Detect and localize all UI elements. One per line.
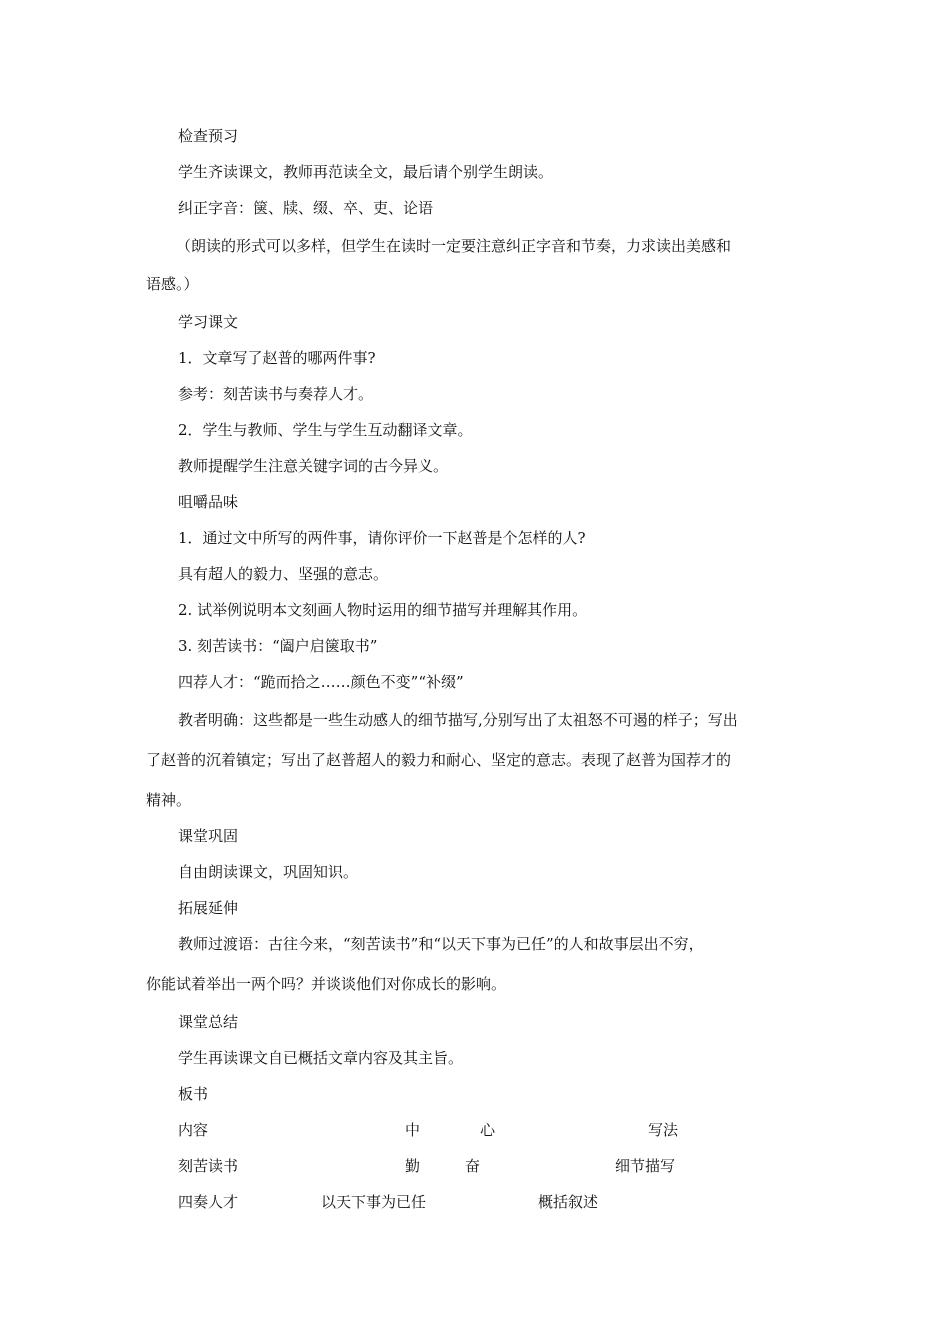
paragraph: 学生齐读课文，教师再范读全文，最后请个别学生朗读。 xyxy=(178,163,554,181)
paragraph-continuation: 语感。） xyxy=(146,275,199,293)
paragraph-continuation: 精神。 xyxy=(146,791,192,809)
heading-blackboard: 板书 xyxy=(178,1085,209,1103)
paragraph: 1．文章写了赵普的哪两件事? xyxy=(178,349,376,367)
heading-consolidate: 课堂巩固 xyxy=(178,827,239,845)
heading-check-preview: 检查预习 xyxy=(178,127,239,145)
heading-extension: 拓展延伸 xyxy=(178,899,239,917)
paragraph: 参考：刻苦读书与奏荐人才。 xyxy=(178,385,374,403)
board-cell: 中 xyxy=(405,1121,421,1139)
board-cell: 写法 xyxy=(648,1121,679,1139)
paragraph: 教师过渡语：古往今来，“刻苦读书”和“以天下事为已任”的人和故事层出不穷， xyxy=(178,935,704,953)
heading-study-text: 学习课文 xyxy=(178,313,239,331)
paragraph: 四荐人才：“跪而拾之……颜色不变”“补缀” xyxy=(178,673,464,691)
heading-summary: 课堂总结 xyxy=(178,1013,239,1031)
paragraph: 具有超人的毅力、坚强的意志。 xyxy=(178,565,389,583)
paragraph: 教者明确：这些都是一些生动感人的细节描写,分别写出了太祖怒不可遏的样子；写出 xyxy=(178,711,738,729)
paragraph-continuation: 你能试着举出一两个吗？并谈谈他们对你成长的影响。 xyxy=(146,975,507,993)
board-cell: 勤 xyxy=(405,1157,421,1175)
paragraph: （朗读的形式可以多样，但学生在读时一定要注意纠正字音和节奏，力求读出美感和 xyxy=(176,237,732,255)
board-cell: 奋 xyxy=(465,1157,481,1175)
paragraph: 2. 试举例说明本文刻画人物时运用的细节描写并理解其作用。 xyxy=(178,601,588,619)
board-cell: 四奏人才 xyxy=(178,1193,239,1211)
board-cell: 刻苦读书 xyxy=(178,1157,239,1175)
paragraph-continuation: 了赵普的沉着镇定；写出了赵普超人的毅力和耐心、坚定的意志。表现了赵普为国荐才的 xyxy=(146,751,732,769)
heading-savor: 咀嚼品味 xyxy=(178,493,239,511)
board-cell: 概括叙述 xyxy=(538,1193,599,1211)
paragraph: 1．通过文中所写的两件事，请你评价一下赵普是个怎样的人? xyxy=(178,529,586,547)
board-cell: 内容 xyxy=(178,1121,209,1139)
paragraph: 自由朗读课文，巩固知识。 xyxy=(178,863,359,881)
board-cell: 心 xyxy=(480,1121,496,1139)
board-cell: 以天下事为已任 xyxy=(321,1193,427,1211)
paragraph: 教师提醒学生注意关键字词的古今异义。 xyxy=(178,457,449,475)
paragraph: 学生再读课文自已概括文章内容及其主旨。 xyxy=(178,1049,464,1067)
paragraph: 2．学生与教师、学生与学生互动翻译文章。 xyxy=(178,421,473,439)
board-cell: 细节描写 xyxy=(615,1157,676,1175)
paragraph: 3. 刻苦读书：“阖户启箧取书” xyxy=(178,637,378,655)
paragraph: 纠正字音：箧、牍、缀、卒、吏、论语 xyxy=(178,199,434,217)
